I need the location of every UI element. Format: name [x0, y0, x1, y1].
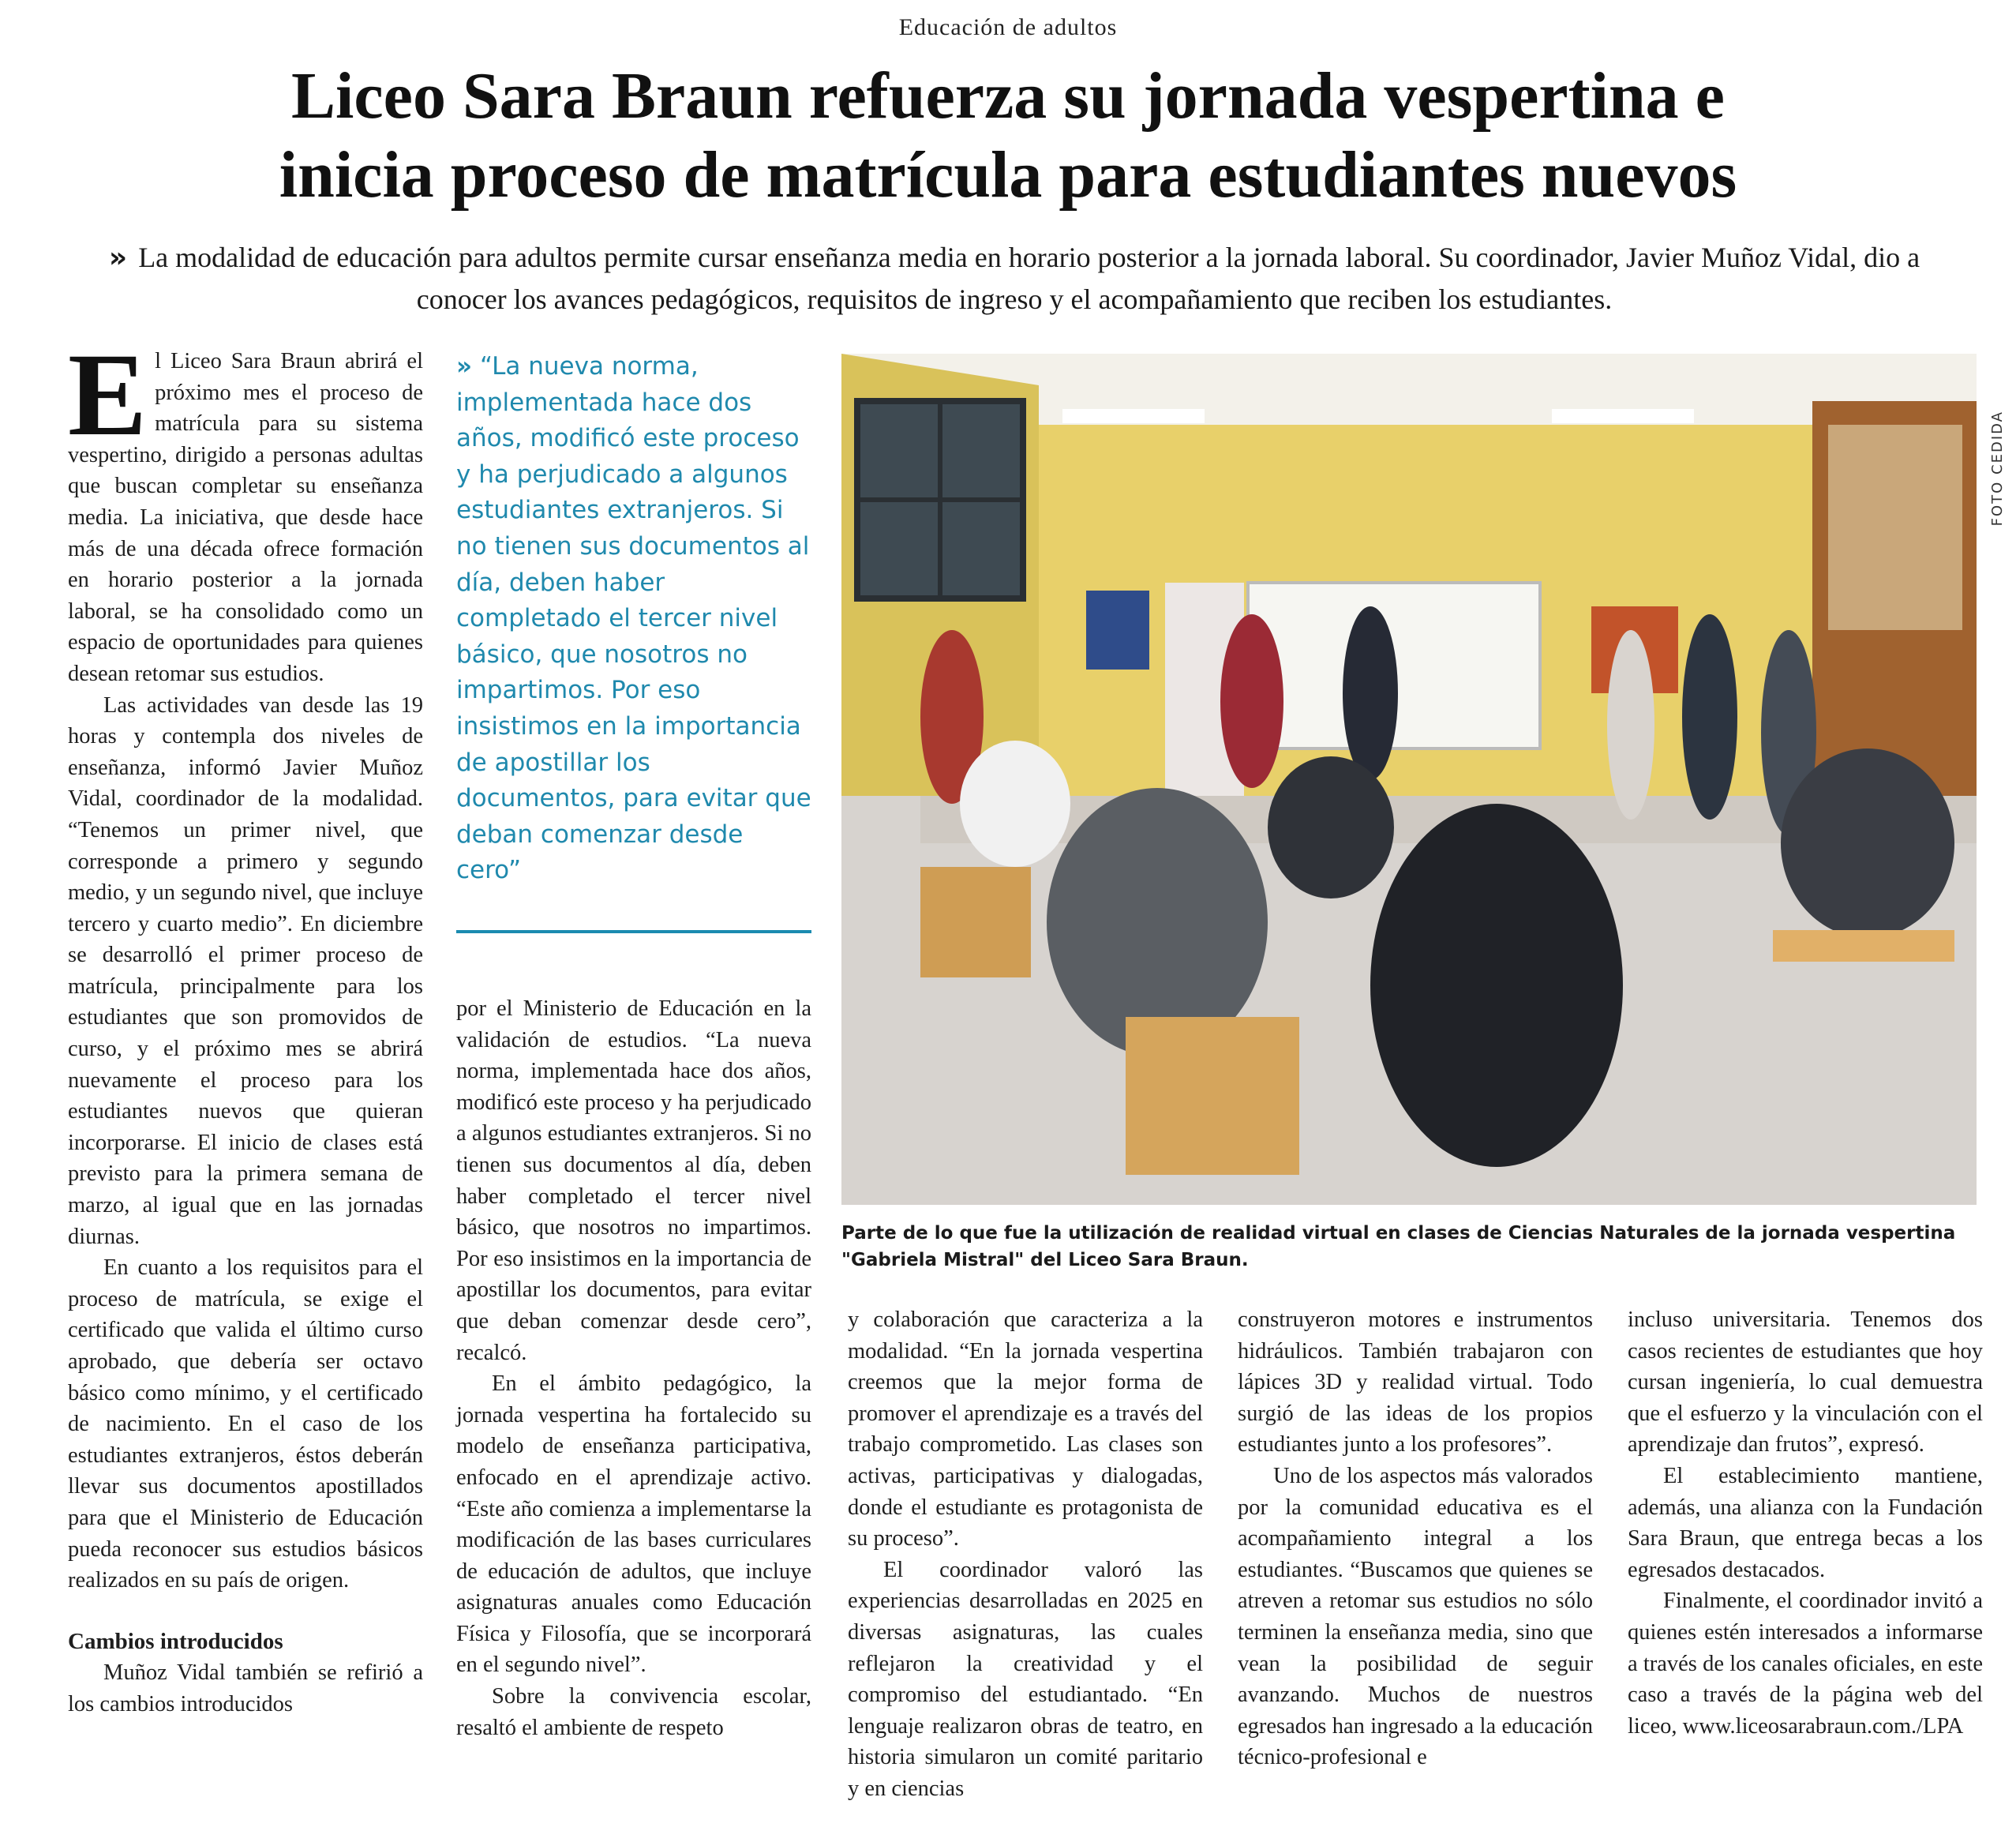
paragraph: Muñoz Vidal también se refirió a los cambios introducidos [68, 1660, 423, 1716]
paragraph: El Liceo Sara Braun abrirá el próximo mes el proceso de matrícula para su sistema vespertino, dirigido a personas adultas que buscan completar su enseñanza media. La iniciativa, que desde hace más de una década ofrece formación en horario posterior a la jornada laboral, se ha consolidado como un espacio de oportunidades para quienes desean retomar sus estudios. [68, 329, 423, 686]
paragraph: Uno de los aspectos más valorados por la comunidad educativa es el acompañamiento integral a los estudiantes. “Buscamos que quienes se atreven a retomar sus estudios no sólo terminen la enseñanza media, sino que vean la posibilidad de seguir avanzando. Muchos de nuestros egresados han ingresado a la educación técnico-profesional e [1238, 1463, 1593, 1770]
lede-text: La modalidad de educación para adultos permite cursar enseñanza media en horario posterior a la jornada laboral. Su coordinador, Javier Muñoz Vidal, dio a conocer los avances pedagógicos, requisitos de ingreso y el acompañamiento que reciben los estudiantes. [138, 242, 1920, 315]
section-label: Educación de adultos [898, 14, 1118, 40]
drop-cap: E [68, 329, 148, 460]
paragraph: y colaboración que caracteriza a la modalidad. “En la jornada vespertina creemos que la mejor forma de promover el aprendizaje es a través del trabajo comprometido. Las clases son activas, participativas y dialogadas, donde el estudiante es protagonista de su proceso”. [848, 1307, 1203, 1551]
double-chevron-right-icon: » [456, 352, 473, 381]
headline-line-1: Liceo Sara Braun refuerza su jornada vespertina e [291, 59, 1725, 133]
lede [95, 237, 1934, 320]
subheading: Cambios introducidos [68, 1628, 283, 1654]
photo-credit: FOTO CEDIDA [1989, 411, 2006, 527]
pull-quote-text: » “La nueva norma, implementada hace dos años, modificó este proceso y ha perjudicado a algunos estudiantes extranjeros. Si no tienen sus documentos al día, deben haber completado el tercer nivel básico, que nosotros no impartimos. Por eso insistimos en la importancia de apostillar los documentos, para evitar que deban comenzar desde cero” [456, 352, 811, 885]
paragraph: incluso universitaria. Tenemos dos casos recientes de estudiantes que hoy cursan ingeniería, lo cual demuestra que el esfuerzo y la vinculación con el aprendizaje dan frutos”, expresó. [1628, 1307, 1983, 1457]
classroom-photo [841, 354, 1977, 1205]
paragraph: por el Ministerio de Educación en la validación de estudios. “La nueva norma, implementada hace dos años, modificó este proceso y ha perjudicado a algunos estudiantes extranjeros. Si no tienen sus documentos al día, deben haber completado el tercer nivel básico, que nosotros no impartimos. Por eso insistimos en la importancia de apostillar los documentos, para evitar que deban comenzar desde cero”, recalcó. [456, 996, 811, 1365]
paragraph: El establecimiento mantiene, además, una alianza con la Fundación Sara Braun, que entrega becas a los egresados destacados. [1628, 1463, 1983, 1582]
paragraph: El coordinador valoró las experiencias desarrolladas en 2025 en diversas asignaturas, las cuales reflejaron la creatividad y el compromiso del estudiantado. “En lenguaje realizaron obras de teatro, en historia simularon un comité paritario y en ciencias [848, 1557, 1203, 1801]
article-column-1 [68, 329, 423, 1720]
headline [0, 57, 2016, 215]
paragraph: En cuanto a los requisitos para el proceso de matrícula, se exige el certificado que valida el último curso aprobado, que debería ser octavo básico como mínimo, y el certificado de nacimiento. En el caso de los estudiantes extranjeros, éstos deberán llevar sus documentos apostillados para que el Ministerio de Educación pueda reconocer sus estudios básicos realizados en su país de origen. [68, 1255, 423, 1593]
paragraph: En el ámbito pedagógico, la jornada vespertina ha fortalecido su modelo de enseñanza participativa, enfocado en el aprendizaje activo. “Este año comienza a implementarse la modificación de las bases curriculares de educación de adultos, que incluye asignaturas anuales como Educación Física y Filosofía, que se incorporará en el segundo nivel”. [456, 1371, 811, 1678]
article-column-3 [848, 1304, 1203, 1805]
article-column-5 [1628, 1304, 1983, 1742]
article-column-2 [456, 993, 811, 1743]
double-chevron-right-icon: » [108, 242, 128, 274]
paragraph: construyeron motores e instrumentos hidráulicos. También trabajaron con lápices 3D y realidad virtual. Todo surgió de las ideas de los propios estudiantes junto a los profesores”. [1238, 1307, 1593, 1457]
photo-caption: Parte de lo que fue la utilización de realidad virtual en clases de Ciencias Naturales de la jornada vespertina "Gabriela Mistral" del Liceo Sara Braun. [841, 1223, 1956, 1270]
headline-line-2: inicia proceso de matrícula para estudiantes nuevos [279, 138, 1737, 212]
paragraph: Finalmente, el coordinador invitó a quienes estén interesados a informarse a través de los canales oficiales, en este caso a través de la página web del liceo, www.liceosarabraun.com./LPA [1628, 1589, 1983, 1739]
paragraph: Sobre la convivencia escolar, resaltó el ambiente de respeto [456, 1684, 811, 1740]
paragraph: Las actividades van desde las 19 horas y contempla dos niveles de enseñanza, informó Javier Muñoz Vidal, coordinador de la modalidad. “Tenemos un primer nivel, que corresponde a primero y segundo medio, y un segundo nivel, que incluye tercero y cuarto medio”. En diciembre se desarrolló el primer proceso de matrícula, principalmente para los estudiantes que son promovidos de curso, y el próximo mes se abrirá nuevamente el proceso para los estudiantes nuevos que quieran incorporarse. El inicio de clases está previsto para la primera semana de marzo, al igual que en las jornadas diurnas. [68, 692, 423, 1249]
article-column-4 [1238, 1304, 1593, 1773]
pull-quote [456, 349, 811, 933]
